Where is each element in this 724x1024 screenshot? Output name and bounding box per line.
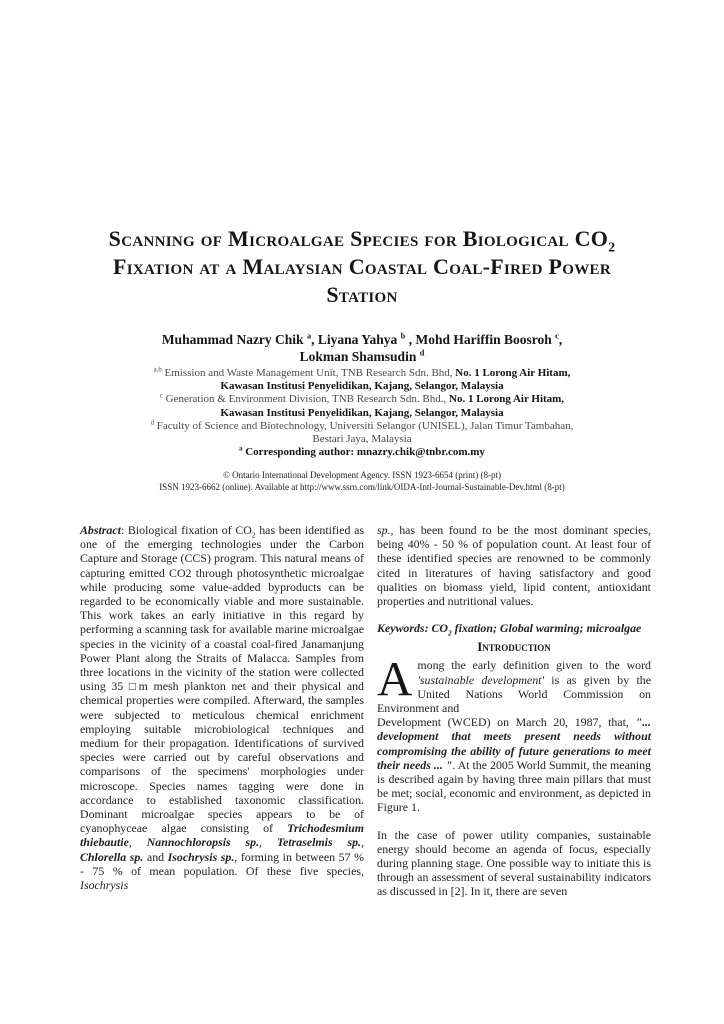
journal-imprint	[56, 470, 668, 494]
authors-line-2: Lokman Shamsudin $^d$	[299, 348, 425, 364]
affiliation-line-1: $^{a,b}$ Emission and Waste Management Unit, TNB Research Sdn. Bhd, No. 1 Lorong Air Hitam,	[153, 366, 571, 379]
introduction-heading: Introduction	[477, 640, 551, 655]
corresponding-author-line: $^a$ Corresponding author: mnazry.chik@tnbr.com.my	[239, 445, 485, 459]
title-line-1: Scanning of Microalgae Species for Biological $CO_2$	[108, 226, 616, 255]
authors-line-1: Muhammad Nazry Chik $^a$, Liyana Yahya $^b$ , Mohd Hariffin Boosroh $^c$,	[161, 331, 563, 347]
introduction-paragraph-1: Among the early definition given to the word 'sustainable development' is as given by the United Nations World Commission on Environment and Development (WCED) on March 20, 1987, that, "... development that meets present needs without compromising the ability of future generations to meet their needs ... ". At the 2005 World Summit, the meaning is described again by having three main pillars that must be met; social, economic and environment, as depicted in Figure 1.	[377, 651, 651, 815]
affiliation-line-6: Bestari Jaya, Malaysia	[312, 433, 412, 446]
introduction-paragraph-2: In the case of power utility companies, sustainable energy should become an agenda of focus, especially during planning stage. One possible way to initiate this is through an assessment of several sustainability indicators as discussed in [2]. In it, there are seven	[377, 827, 651, 899]
affiliation-line-2: Kawasan Institusi Penyelidikan, Kajang, Selangor, Malaysia	[220, 380, 504, 393]
affiliation-line-3: $^c$ Generation & Environment Division, TNB Research Sdn. Bhd., No. 1 Lorong Air Hitam,	[159, 392, 565, 406]
abstract-continuation: sp., has been found to be the most dominant species, being 40% - 50 % of population count. At least four of these identified species are renowned to be commonly cited in literatures of having satisfactory and good qualities on biomass yield, lipid content, antioxidant properties and nutritional values.	[377, 523, 651, 609]
right-column	[377, 523, 651, 899]
title-line-2: Fixation at a Malaysian Coastal Coal-Fired Power	[113, 254, 611, 279]
imprint-line-1: © Ontario International Development Agency. ISSN 1923-6654 (print) (8-pt)	[223, 470, 501, 480]
paper-title	[56, 225, 668, 309]
affiliation-line-5: $^d$ Faculty of Science and Biotechnology, Universiti Selangor (UNISEL), Jalan Timur Tambahan,	[150, 419, 574, 432]
affiliations	[56, 367, 668, 459]
drop-cap: A	[377, 651, 413, 707]
affiliation-line-4: Kawasan Institusi Penyelidikan, Kajang, Selangor, Malaysia	[220, 406, 504, 419]
abstract-paragraph: Abstract: Biological fixation of $CO_2$ has been identified as one of the emerging technologies under the Carbon Capture and Storage (CCS) program. This natural means of capturing emitted CO2 through photosynthetic microalgae while producing some value-added byproducts can be regarded to be economically viable and more sustainable. This work takes an early initiative in this regard by performing a scanning task for available marine microalgae species in the vicinity of a coastal coal-fired Janamanjung Power Plant along the Straits of Malacca. Samples from three locations in the vicinity of the station were collected using 35 □m mesh plankton net and their physical and chemical properties were compiled. Afterward, the samples were subjected to meticulous chemical enrichment employing suitable microbiological techniques and medium for their propagation. Identifications of survived species were carried out by careful observations and comparisons of the specimens' morphologies under microscope. Species names tagging were done in accordance to established taxonomic classification. Dominant microalgae species appears to be of cyanophyceae algae consisting of Trichodesmium thiebautie, Nannochloropsis sp., Tetraselmis sp., Chlorella sp. and Isochrysis sp., forming in between 57 % - 75 % of mean population. Of these five species, Isochrysis	[80, 523, 364, 893]
authors	[56, 332, 668, 365]
title-line-3: Station	[326, 282, 398, 307]
imprint-line-2: ISSN 1923-6662 (online). Available at http://www.ssrn.com/link/OIDA-Intl-Journal-Sustainable-Dev.html (8-pt)	[159, 481, 565, 492]
left-column	[80, 523, 364, 892]
keywords: Keywords: $CO_2$ fixation; Global warming; microalgae	[377, 621, 642, 638]
